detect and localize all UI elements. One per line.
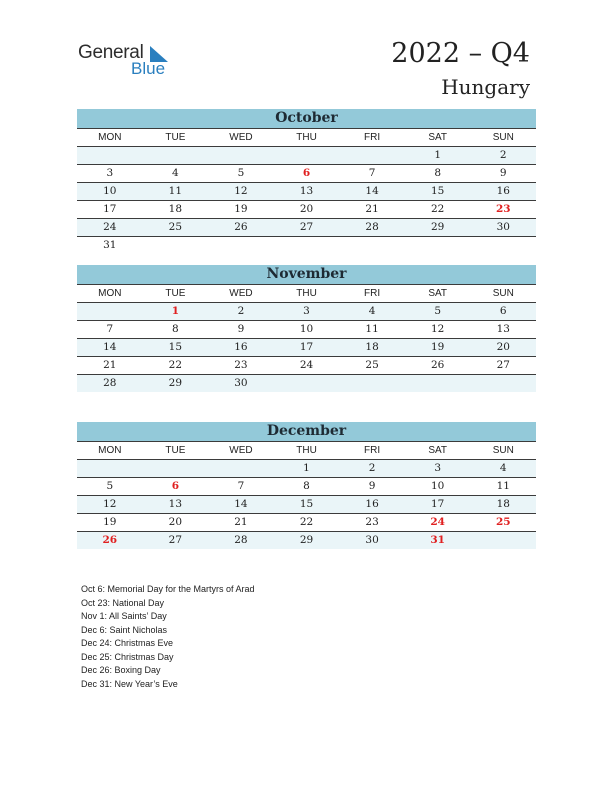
date-cell: 4 (368, 305, 376, 317)
date-cell: 16 (234, 341, 248, 353)
weekday-label: TUE (165, 132, 186, 143)
month-header: November (77, 265, 536, 285)
holiday-item: Oct 6: Memorial Day for the Martyrs of Arad (81, 584, 255, 594)
date-cell: 22 (430, 203, 445, 215)
weekday-label: SUN (492, 132, 514, 143)
date-cell: 27 (496, 359, 510, 371)
weekday-label: TUE (165, 445, 186, 456)
date-cell: 12 (234, 185, 248, 197)
logo-text-blue: Blue (131, 59, 166, 78)
week-row (77, 165, 536, 183)
weekday-label: SAT (428, 288, 448, 299)
date-cell: 3 (106, 167, 114, 179)
month-december (77, 422, 536, 549)
weekday-label: WED (229, 445, 253, 456)
weekday-label: SUN (492, 445, 514, 456)
holiday-date-cell: 6 (302, 167, 311, 179)
week-row (77, 201, 536, 219)
date-cell: 29 (299, 534, 314, 546)
date-cell (405, 237, 471, 254)
date-cell: 28 (103, 377, 117, 389)
date-cell: 28 (234, 534, 248, 546)
date-cell: 30 (234, 377, 248, 389)
date-cell: 21 (103, 359, 117, 371)
date-cell: 15 (168, 341, 183, 353)
date-cell: 10 (299, 323, 314, 335)
holiday-item: Dec 6: Saint Nicholas (81, 624, 168, 635)
date-cell: 17 (299, 341, 314, 353)
date-cell: 7 (368, 167, 376, 179)
date-cell (339, 375, 405, 392)
date-cell: 15 (299, 498, 314, 510)
date-cell: 30 (496, 221, 510, 233)
date-cell: 10 (103, 185, 117, 197)
date-cell (274, 237, 340, 254)
month-november (77, 265, 536, 392)
date-cell (143, 460, 209, 477)
weekday-label: TUE (165, 288, 186, 299)
date-cell (405, 375, 471, 392)
date-cell (77, 303, 143, 320)
date-cell: 30 (365, 534, 379, 546)
date-cell: 2 (368, 462, 376, 474)
date-cell: 11 (168, 185, 183, 197)
holiday-item: Nov 1: All Saints’ Day (81, 611, 167, 621)
week-row (77, 375, 536, 392)
date-cell: 8 (172, 323, 179, 335)
date-cell: 29 (430, 221, 445, 233)
date-cell: 25 (365, 359, 379, 371)
date-cell: 9 (368, 480, 376, 492)
weekday-label: THU (296, 288, 317, 299)
date-cell: 8 (303, 480, 310, 492)
date-cell: 4 (499, 462, 507, 474)
holiday-date-cell: 26 (102, 534, 118, 546)
weekday-label: THU (296, 132, 317, 143)
holiday-date-cell: 24 (430, 516, 445, 528)
date-cell: 28 (365, 221, 379, 233)
date-cell: 11 (365, 323, 379, 335)
weekday-label: MON (98, 445, 122, 456)
week-row (77, 514, 536, 532)
date-cell: 19 (430, 341, 445, 353)
date-cell: 20 (168, 516, 183, 528)
week-row (77, 532, 536, 549)
date-cell: 25 (168, 221, 183, 233)
date-cell: 24 (103, 221, 117, 233)
date-cell: 22 (168, 359, 183, 371)
weekday-row (77, 129, 536, 147)
date-cell (339, 237, 405, 254)
date-cell: 7 (106, 323, 114, 335)
date-cell: 14 (365, 185, 379, 197)
generalblue-logo (78, 42, 178, 82)
week-row (77, 357, 536, 375)
date-cell: 3 (303, 305, 310, 317)
date-cell (143, 237, 209, 254)
date-cell: 26 (430, 359, 445, 371)
date-cell: 16 (496, 185, 510, 197)
date-cell (339, 147, 405, 164)
holiday-item: Dec 26: Boxing Day (81, 665, 161, 675)
weekday-label: FRI (364, 288, 381, 299)
date-cell: 18 (365, 341, 379, 353)
weekday-label: FRI (364, 132, 381, 143)
date-cell: 2 (237, 305, 245, 317)
date-cell: 27 (299, 221, 314, 233)
holiday-list (81, 583, 255, 691)
weekday-label: SAT (428, 132, 448, 143)
date-cell: 15 (430, 185, 445, 197)
date-cell: 19 (103, 516, 117, 528)
date-cell: 14 (103, 341, 117, 353)
holiday-date-cell: 25 (495, 516, 511, 528)
logo-text-general: General (78, 42, 144, 63)
week-row (77, 237, 536, 254)
weekday-label: WED (229, 132, 253, 143)
date-cell: 20 (496, 341, 510, 353)
holiday-date-cell: 6 (171, 480, 180, 492)
date-cell: 21 (234, 516, 248, 528)
week-row (77, 183, 536, 201)
date-cell: 17 (103, 203, 117, 215)
holiday-item: Dec 31: New Year’s Eve (81, 678, 178, 689)
weekday-label: FRI (364, 445, 381, 456)
weekday-row (77, 285, 536, 303)
weekday-label: SAT (428, 445, 448, 456)
date-cell (470, 532, 536, 549)
page-title: 2022 – Q4 (391, 38, 530, 69)
date-cell: 24 (299, 359, 314, 371)
week-row (77, 339, 536, 357)
week-row (77, 321, 536, 339)
date-cell: 5 (237, 167, 245, 179)
date-cell (77, 147, 143, 164)
date-cell (470, 375, 536, 392)
date-cell: 4 (172, 167, 179, 179)
date-cell: 23 (234, 359, 248, 371)
holiday-item: Dec 25: Christmas Day (81, 651, 174, 662)
country-name: Hungary (441, 75, 530, 99)
date-cell: 13 (299, 185, 314, 197)
date-cell: 23 (365, 516, 379, 528)
date-cell: 31 (103, 239, 117, 251)
date-cell: 21 (365, 203, 379, 215)
weekday-label: WED (229, 288, 253, 299)
date-cell (143, 147, 209, 164)
date-cell: 12 (103, 498, 117, 510)
date-cell: 1 (434, 149, 442, 161)
date-cell: 2 (499, 149, 507, 161)
date-cell: 6 (499, 305, 507, 317)
date-cell: 19 (234, 203, 248, 215)
date-cell (208, 460, 274, 477)
month-header: December (77, 422, 536, 442)
week-row (77, 460, 536, 478)
date-cell: 14 (234, 498, 248, 510)
date-cell (208, 237, 274, 254)
date-cell: 26 (234, 221, 248, 233)
date-cell: 10 (430, 480, 445, 492)
date-cell: 18 (496, 498, 510, 510)
week-row (77, 219, 536, 237)
date-cell: 22 (299, 516, 314, 528)
holiday-date-cell: 31 (430, 534, 445, 546)
date-cell: 12 (430, 323, 445, 335)
week-row (77, 496, 536, 514)
date-cell: 5 (106, 480, 114, 492)
holiday-date-cell: 23 (495, 203, 511, 215)
date-cell: 16 (365, 498, 379, 510)
holiday-item: Oct 23: National Day (81, 597, 165, 608)
week-row (77, 478, 536, 496)
weekday-label: SUN (492, 288, 514, 299)
date-cell: 3 (434, 462, 442, 474)
date-cell (208, 147, 274, 164)
date-cell: 13 (168, 498, 183, 510)
date-cell: 29 (168, 377, 183, 389)
date-cell: 5 (434, 305, 442, 317)
date-cell: 8 (434, 167, 442, 179)
month-header: October (77, 109, 536, 129)
date-cell: 20 (299, 203, 314, 215)
weekday-label: MON (98, 288, 122, 299)
date-cell: 1 (303, 462, 310, 474)
date-cell: 13 (496, 323, 510, 335)
weekday-row (77, 442, 536, 460)
week-row (77, 303, 536, 321)
weekday-label: MON (98, 132, 122, 143)
date-cell (77, 460, 143, 477)
date-cell: 11 (496, 480, 510, 492)
date-cell: 9 (499, 167, 507, 179)
date-cell (470, 237, 536, 254)
date-cell: 27 (168, 534, 183, 546)
week-row (77, 147, 536, 165)
date-cell: 7 (237, 480, 245, 492)
weekday-label: THU (296, 445, 317, 456)
date-cell: 18 (168, 203, 183, 215)
date-cell: 17 (430, 498, 445, 510)
holiday-date-cell: 1 (171, 305, 180, 317)
holiday-item: Dec 24: Christmas Eve (81, 638, 174, 648)
month-october (77, 109, 536, 254)
date-cell (274, 375, 340, 392)
date-cell: 9 (237, 323, 245, 335)
date-cell (274, 147, 340, 164)
